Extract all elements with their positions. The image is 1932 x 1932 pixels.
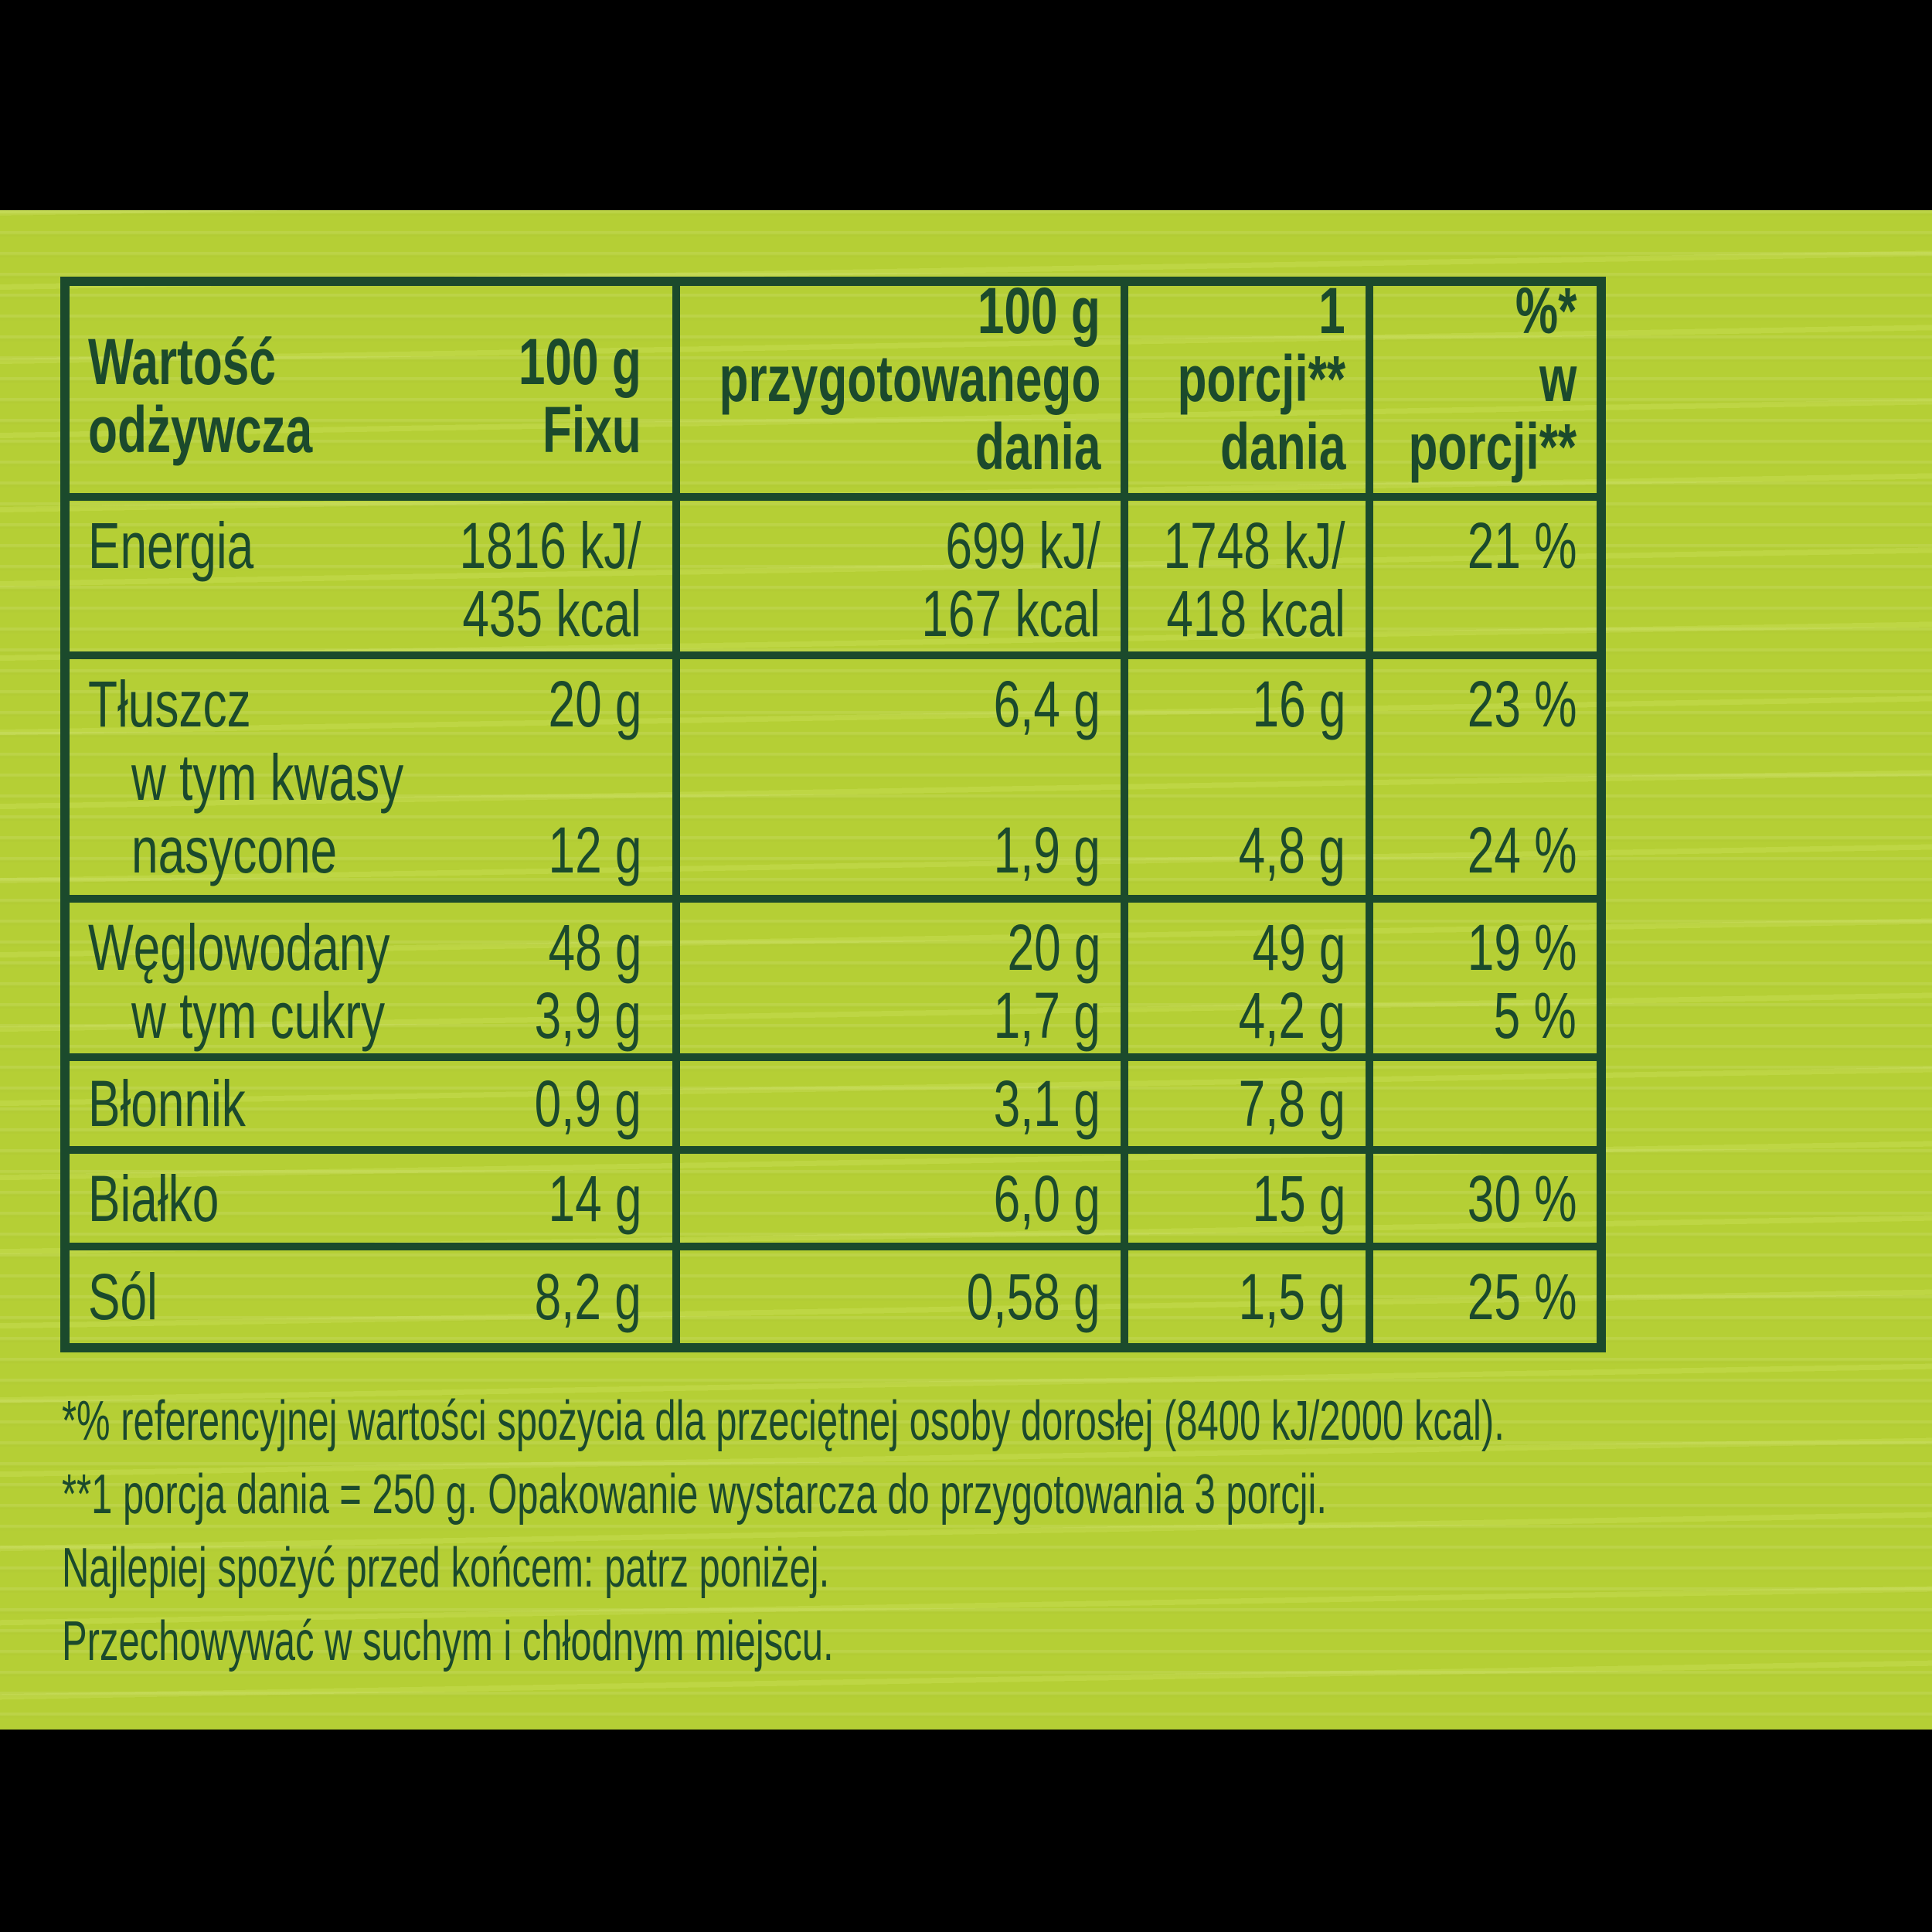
energia-label: Energia — [88, 509, 254, 582]
sol-fix: 8,2 g — [534, 1260, 641, 1333]
tluszcz-line3 — [88, 816, 641, 884]
row-bialko-label — [70, 1154, 680, 1250]
row-tluszcz-label — [70, 659, 680, 903]
tluszcz-label: Tłuszcz — [88, 668, 251, 740]
row-tluszcz-prepared: 6,4 g 1,9 g — [680, 659, 1128, 903]
row-energia-label — [70, 501, 680, 659]
blonnik-label: Błonnik — [88, 1067, 246, 1140]
row-energia-portion: 1748 kJ/ 418 kcal — [1128, 501, 1373, 659]
footnotes-block — [62, 1385, 1932, 1679]
bialko-fix: 14 g — [548, 1162, 641, 1235]
footnote-portion-definition: **1 porcja dania = 250 g. Opakowanie wystarcza do przygotowania 3 porcji. — [62, 1464, 1328, 1526]
kwasy-label: w tym kwasy — [131, 740, 404, 814]
tluszcz-fix: 20 g — [548, 668, 641, 740]
cukry-fix: 3,9 g — [534, 979, 641, 1052]
row-weglowodany-portion: 49 g 4,2 g — [1128, 903, 1373, 1061]
nasycone-fix: 12 g — [548, 814, 641, 886]
bialko-label: Białko — [88, 1162, 219, 1235]
row-blonnik-label — [70, 1061, 680, 1154]
tluszcz-line1 — [88, 670, 641, 738]
energia-fix-kj: 1816 kJ/ — [460, 509, 641, 582]
row-energia-prepared: 699 kJ/ 167 kcal — [680, 501, 1128, 659]
header-title-line1: Wartość — [88, 325, 276, 398]
row-weglowodany-prepared: 20 g 1,7 g — [680, 903, 1128, 1061]
row-energia-percent: 21 % — [1373, 501, 1597, 659]
header-fix-line1: 100 g — [519, 325, 641, 398]
row-sol-label — [70, 1250, 680, 1343]
tluszcz-line2 — [88, 740, 641, 814]
energia-fix-kcal: 435 kcal — [462, 577, 641, 650]
green-label-panel — [0, 210, 1932, 1730]
weglowodany-line2 — [88, 979, 641, 1052]
row-sol-prepared: 0,58 g — [680, 1250, 1128, 1343]
row-blonnik-portion: 7,8 g — [1128, 1061, 1373, 1154]
energia-line1 — [88, 509, 641, 582]
row-weglowodany-label — [70, 903, 680, 1061]
header-col-prepared: 100 g przygotowanego dania — [680, 286, 1128, 501]
storage-note: Przechowywać w suchym i chłodnym miejscu. — [62, 1611, 834, 1672]
row-tluszcz-percent: 23 % 24 % — [1373, 659, 1597, 903]
header-nutrition-title — [70, 286, 680, 501]
row-tluszcz-portion: 16 g 4,8 g — [1128, 659, 1373, 903]
energia-line2 — [88, 577, 641, 650]
row-bialko-prepared: 6,0 g — [680, 1154, 1128, 1250]
header-col-fix — [475, 325, 641, 485]
blonnik-fix: 0,9 g — [534, 1067, 641, 1140]
cukry-label: w tym cukry — [131, 979, 386, 1052]
weglowodany-line1 — [88, 911, 641, 984]
weglowodany-fix: 48 g — [548, 911, 641, 984]
nutrition-table — [60, 274, 1606, 1352]
row-blonnik-percent — [1373, 1061, 1597, 1154]
header-col-percent: %* w porcji** — [1373, 286, 1597, 501]
header-title-block — [88, 325, 391, 485]
row-bialko-percent: 30 % — [1373, 1154, 1597, 1250]
weglowodany-label: Węglowodany — [88, 911, 390, 984]
bottom-black-bar — [0, 1730, 1932, 1932]
row-bialko-portion: 15 g — [1128, 1154, 1373, 1250]
row-sol-portion: 1,5 g — [1128, 1250, 1373, 1343]
header-col-portion: 1 porcji** dania — [1128, 286, 1373, 501]
top-black-bar — [0, 0, 1932, 210]
best-before-note: Najlepiej spożyć przed końcem: patrz poniżej. — [62, 1537, 830, 1599]
nasycone-label: nasycone — [131, 814, 338, 886]
header-title-line2: odżywcza — [88, 393, 313, 466]
row-sol-percent: 25 % — [1467, 1260, 1577, 1333]
row-blonnik-prepared: 3,1 g — [680, 1061, 1128, 1154]
footnote-reference-intake: *% referencyjnej wartości spożycia dla przeciętnej osoby dorosłej (8400 kJ/2000 kcal). — [62, 1390, 1505, 1452]
sol-label: Sól — [88, 1260, 158, 1333]
row-weglowodany-percent: 19 % 5 % — [1373, 903, 1597, 1061]
header-fix-line2: Fixu — [543, 393, 641, 466]
